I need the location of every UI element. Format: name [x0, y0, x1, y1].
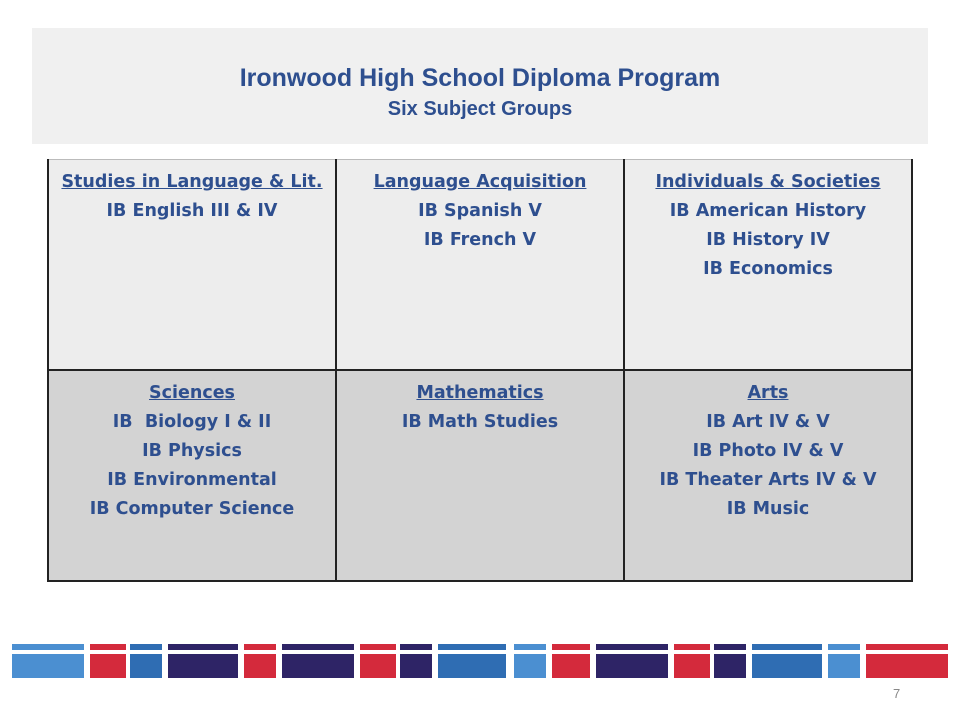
- subject-groups-table: [47, 159, 913, 582]
- group-cell-language-lit: [48, 160, 336, 371]
- table-row: [48, 370, 912, 581]
- course-item: IB Physics: [142, 441, 242, 461]
- course-item: IB Photo IV & V: [692, 441, 844, 461]
- group-cell-arts: [624, 370, 912, 581]
- course-item: IB History IV: [706, 230, 830, 250]
- page-title: Ironwood High School Diploma Program: [239, 64, 721, 92]
- course-item: IB French V: [423, 230, 537, 250]
- group-heading[interactable]: Sciences: [149, 383, 235, 403]
- course-item: IB Computer Science: [89, 499, 295, 519]
- group-cell-sciences: [48, 370, 336, 581]
- course-item: IB Art IV & V: [706, 412, 830, 432]
- group-heading[interactable]: Mathematics: [416, 383, 544, 403]
- group-cell-mathematics: [336, 370, 624, 581]
- course-item: IB Environmental: [107, 470, 277, 490]
- title-banner: [32, 28, 928, 144]
- course-item: IB Spanish V: [418, 201, 542, 221]
- page-number: 7: [893, 686, 901, 701]
- group-cell-language-acquisition: [336, 160, 624, 371]
- page-subtitle: Six Subject Groups: [387, 98, 573, 120]
- course-item: IB English III & IV: [106, 201, 278, 221]
- group-heading[interactable]: Studies in Language & Lit.: [61, 172, 323, 192]
- group-heading[interactable]: Language Acquisition: [373, 172, 587, 192]
- group-heading[interactable]: Individuals & Societies: [655, 172, 881, 192]
- group-heading[interactable]: Arts: [747, 383, 789, 403]
- course-item: IB American History: [669, 201, 867, 221]
- course-item: IB Biology I & II: [112, 412, 272, 432]
- course-item: IB Music: [726, 499, 810, 519]
- course-item: IB Math Studies: [401, 412, 559, 432]
- stripe-bottom-row: [12, 654, 948, 678]
- stripe-top-row: [12, 644, 948, 650]
- course-item: IB Theater Arts IV & V: [659, 470, 877, 490]
- course-item: IB Economics: [703, 259, 833, 279]
- group-cell-individuals-societies: [624, 160, 912, 371]
- decorative-stripe-band: [10, 644, 950, 680]
- table-row: [48, 160, 912, 371]
